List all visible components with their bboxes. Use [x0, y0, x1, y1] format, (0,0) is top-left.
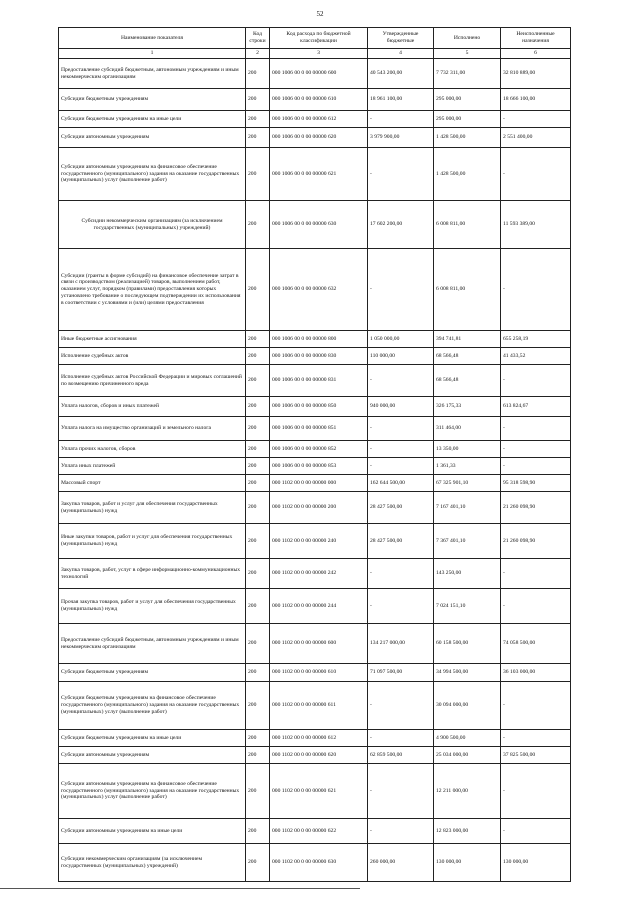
row-executed-value: 130 000,00: [434, 844, 501, 882]
row-executed-value: 311 464,00: [434, 417, 501, 441]
row-unexecuted-value: -: [501, 819, 571, 844]
row-unexecuted-value: 130 000,00: [501, 844, 571, 882]
row-classification-code: 000 1102 00 0 00 00000 620: [270, 747, 368, 764]
row-line-code: 200: [246, 524, 270, 559]
row-executed-value: 7 367 401,10: [434, 524, 501, 559]
table-row: [59, 764, 571, 819]
row-classification-code: 000 1006 00 0 00 00000 610: [270, 89, 368, 111]
row-approved-value: -: [368, 441, 434, 458]
row-classification-code: 000 1102 00 0 00 00000 621: [270, 764, 368, 819]
row-approved-value: 62 859 500,00: [368, 747, 434, 764]
row-line-code: 200: [246, 844, 270, 882]
row-unexecuted-value: -: [501, 441, 571, 458]
row-unexecuted-value: 74 058 500,00: [501, 624, 571, 664]
row-unexecuted-value: -: [501, 249, 571, 331]
row-name: Субсидии автономным учреждениям: [59, 747, 246, 764]
row-line-code: 200: [246, 441, 270, 458]
row-name: Предоставление субсидий бюджетным, автономным учреждениям и иным некоммерческим организациям: [59, 624, 246, 664]
row-approved-value: 18 961 100,00: [368, 89, 434, 111]
header-unexecuted: Неисполненные назначения: [501, 28, 571, 49]
row-executed-value: 67 325 901,10: [434, 475, 501, 492]
row-approved-value: -: [368, 417, 434, 441]
row-name: Субсидии бюджетным учреждениям на иные цели: [59, 111, 246, 128]
table-row: [59, 589, 571, 624]
row-executed-value: 68 566,48: [434, 365, 501, 397]
row-approved-value: -: [368, 249, 434, 331]
row-classification-code: 000 1006 00 0 00 00000 621: [270, 148, 368, 201]
row-approved-value: -: [368, 764, 434, 819]
table-row: [59, 348, 571, 365]
column-number: 1: [59, 49, 246, 59]
header-indicator-name: Наименование показателя: [59, 28, 246, 49]
row-approved-value: 28 427 500,00: [368, 492, 434, 524]
row-approved-value: -: [368, 730, 434, 747]
row-classification-code: 000 1102 00 0 00 00000 610: [270, 664, 368, 682]
row-approved-value: -: [368, 458, 434, 475]
table-row: [59, 458, 571, 475]
row-line-code: 200: [246, 249, 270, 331]
row-executed-value: 68 566,48: [434, 348, 501, 365]
row-unexecuted-value: 21 260 098,90: [501, 492, 571, 524]
row-name: Массовый спорт: [59, 475, 246, 492]
row-classification-code: 000 1006 00 0 00 00000 850: [270, 397, 368, 417]
header-line-code: Код строки: [246, 28, 270, 49]
row-line-code: 200: [246, 682, 270, 730]
row-name: Иные закупки товаров, работ и услуг для обеспечения государственных (муниципальных) нужд: [59, 524, 246, 559]
row-executed-value: 1 361,33: [434, 458, 501, 475]
table-row: [59, 331, 571, 348]
table-row: [59, 365, 571, 397]
row-approved-value: 162 644 500,00: [368, 475, 434, 492]
row-executed-value: 295 000,00: [434, 89, 501, 111]
row-line-code: 200: [246, 348, 270, 365]
row-classification-code: 000 1102 00 0 00 00000 612: [270, 730, 368, 747]
table-row: [59, 397, 571, 417]
row-approved-value: 1 050 000,00: [368, 331, 434, 348]
row-executed-value: 6 008 811,00: [434, 249, 501, 331]
row-approved-value: 40 543 200,00: [368, 59, 434, 89]
row-name: Субсидии бюджетным учреждениям на финансовое обеспечение государственного (муниципального) задания на оказание государственных (муниципальных) услуг (выполнение работ): [59, 682, 246, 730]
row-unexecuted-value: -: [501, 730, 571, 747]
row-unexecuted-value: 18 666 100,00: [501, 89, 571, 111]
row-approved-value: 17 602 200,00: [368, 201, 434, 249]
row-unexecuted-value: 613 824,67: [501, 397, 571, 417]
row-line-code: 200: [246, 624, 270, 664]
row-line-code: 200: [246, 128, 270, 148]
row-classification-code: 000 1006 00 0 00 00000 600: [270, 59, 368, 89]
table-row: [59, 89, 571, 111]
column-number: 4: [368, 49, 434, 59]
row-line-code: 200: [246, 475, 270, 492]
table-row: [59, 148, 571, 201]
row-name: Уплата прочих налогов, сборов: [59, 441, 246, 458]
row-executed-value: 30 094 000,00: [434, 682, 501, 730]
row-unexecuted-value: -: [501, 589, 571, 624]
row-approved-value: 110 000,00: [368, 348, 434, 365]
footer-divider: [0, 888, 360, 889]
table-row: [59, 201, 571, 249]
row-classification-code: 000 1006 00 0 00 00000 612: [270, 111, 368, 128]
row-unexecuted-value: 32 810 889,00: [501, 59, 571, 89]
header-executed: Исполнено: [434, 28, 501, 49]
row-approved-value: 28 427 500,00: [368, 524, 434, 559]
row-classification-code: 000 1006 00 0 00 00000 853: [270, 458, 368, 475]
row-approved-value: -: [368, 111, 434, 128]
row-line-code: 200: [246, 730, 270, 747]
row-unexecuted-value: 36 103 000,00: [501, 664, 571, 682]
row-unexecuted-value: 2 551 400,00: [501, 128, 571, 148]
row-executed-value: 394 741,81: [434, 331, 501, 348]
row-line-code: 200: [246, 89, 270, 111]
column-number: 2: [246, 49, 270, 59]
row-classification-code: 000 1102 00 0 00 00000 611: [270, 682, 368, 730]
row-name: Исполнение судебных актов: [59, 348, 246, 365]
row-unexecuted-value: -: [501, 682, 571, 730]
row-classification-code: 000 1102 00 0 00 00000 242: [270, 559, 368, 589]
row-classification-code: 000 1006 00 0 00 00000 851: [270, 417, 368, 441]
row-name: Субсидии некоммерческим организациям (за исключением государственных (муниципальных) учреждений): [59, 201, 246, 249]
row-approved-value: 134 217 000,00: [368, 624, 434, 664]
row-line-code: 200: [246, 59, 270, 89]
table-row: [59, 475, 571, 492]
table-row: [59, 59, 571, 89]
column-number: 5: [434, 49, 501, 59]
row-name: Исполнение судебных актов Российской Федерации и мировых соглашений по возмещению причиненного вреда: [59, 365, 246, 397]
row-classification-code: 000 1006 00 0 00 00000 620: [270, 128, 368, 148]
table-row: [59, 819, 571, 844]
row-classification-code: 000 1102 00 0 00 00000 622: [270, 819, 368, 844]
table-row: [59, 441, 571, 458]
table-row: [59, 682, 571, 730]
table-row: [59, 730, 571, 747]
row-line-code: 200: [246, 664, 270, 682]
row-unexecuted-value: 11 593 389,00: [501, 201, 571, 249]
row-unexecuted-value: -: [501, 559, 571, 589]
row-approved-value: 940 000,00: [368, 397, 434, 417]
row-name: Уплата налога на имущество организаций и земельного налога: [59, 417, 246, 441]
row-line-code: 200: [246, 819, 270, 844]
budget-execution-table: [58, 27, 571, 882]
row-line-code: 200: [246, 111, 270, 128]
row-executed-value: 60 158 500,00: [434, 624, 501, 664]
row-classification-code: 000 1006 00 0 00 00000 800: [270, 331, 368, 348]
row-name: Субсидии бюджетным учреждениям: [59, 89, 246, 111]
column-number: 6: [501, 49, 571, 59]
row-classification-code: 000 1102 00 0 00 00000 240: [270, 524, 368, 559]
row-approved-value: 3 979 900,00: [368, 128, 434, 148]
row-executed-value: 34 994 500,00: [434, 664, 501, 682]
row-line-code: 200: [246, 417, 270, 441]
row-classification-code: 000 1102 00 0 00 00000 630: [270, 844, 368, 882]
row-unexecuted-value: -: [501, 417, 571, 441]
row-name: Субсидии автономным учреждениям на финансовое обеспечение государственного (муниципального) задания на оказание государственных (муниципальных) услуг (выполнение работ): [59, 148, 246, 201]
row-name: Закупка товаров, работ, услуг в сфере информационно-коммуникационных технологий: [59, 559, 246, 589]
row-approved-value: -: [368, 559, 434, 589]
table-row: [59, 664, 571, 682]
table-row: [59, 524, 571, 559]
row-name: Предоставление субсидий бюджетным, автономным учреждениям и иным некоммерческим организациям: [59, 59, 246, 89]
row-executed-value: 326 175,33: [434, 397, 501, 417]
table-row: [59, 559, 571, 589]
header-approved: Утвержденные бюджетные: [368, 28, 434, 49]
row-classification-code: 000 1006 00 0 00 00000 830: [270, 348, 368, 365]
row-name: Закупка товаров, работ и услуг для обеспечения государственных (муниципальных) нужд: [59, 492, 246, 524]
row-line-code: 200: [246, 747, 270, 764]
row-line-code: 200: [246, 397, 270, 417]
row-classification-code: 000 1102 00 0 00 00000 200: [270, 492, 368, 524]
row-classification-code: 000 1006 00 0 00 00000 852: [270, 441, 368, 458]
row-name: Субсидии автономным учреждениям на иные цели: [59, 819, 246, 844]
row-classification-code: 000 1102 00 0 00 00000 244: [270, 589, 368, 624]
row-line-code: 200: [246, 148, 270, 201]
row-classification-code: 000 1006 00 0 00 00000 831: [270, 365, 368, 397]
row-classification-code: 000 1006 00 0 00 00000 632: [270, 249, 368, 331]
row-line-code: 200: [246, 764, 270, 819]
row-line-code: 200: [246, 201, 270, 249]
row-name: Уплата иных платежей: [59, 458, 246, 475]
row-name: Уплата налогов, сборов и иных платежей: [59, 397, 246, 417]
row-name: Субсидии (гранты в форме субсидий) на финансовое обеспечение затрат в связи с производством (реализацией) товаров, выполнением работ, оказанием услуг, порядком (правилами) предоставления которых установлено требование о последующем подтверждении их использования в соответствии с условиями и (или) целями предоставления: [59, 249, 246, 331]
row-unexecuted-value: 655 258,19: [501, 331, 571, 348]
row-unexecuted-value: -: [501, 111, 571, 128]
row-name: Субсидии некоммерческим организациям (за исключением государственных (муниципальных) учреждений): [59, 844, 246, 882]
row-executed-value: 25 034 000,00: [434, 747, 501, 764]
row-line-code: 200: [246, 331, 270, 348]
row-line-code: 200: [246, 492, 270, 524]
row-name: Субсидии автономным учреждениям на финансовое обеспечение государственного (муниципального) задания на оказание государственных (муниципальных) услуг (выполнение работ): [59, 764, 246, 819]
row-approved-value: 260 000,00: [368, 844, 434, 882]
row-classification-code: 000 1102 00 0 00 00000 600: [270, 624, 368, 664]
row-executed-value: 13 350,00: [434, 441, 501, 458]
row-executed-value: 7 732 311,00: [434, 59, 501, 89]
table-row: [59, 492, 571, 524]
table-row: [59, 111, 571, 128]
row-classification-code: 000 1102 00 0 00 00000 000: [270, 475, 368, 492]
row-executed-value: 6 008 811,00: [434, 201, 501, 249]
row-executed-value: 1 428 500,00: [434, 128, 501, 148]
row-approved-value: -: [368, 819, 434, 844]
row-unexecuted-value: -: [501, 148, 571, 201]
row-executed-value: 12 211 000,00: [434, 764, 501, 819]
row-unexecuted-value: 95 318 598,90: [501, 475, 571, 492]
row-line-code: 200: [246, 559, 270, 589]
row-line-code: 200: [246, 365, 270, 397]
row-executed-value: 12 823 000,00: [434, 819, 501, 844]
table-body: [59, 59, 571, 882]
row-unexecuted-value: -: [501, 764, 571, 819]
table-row: [59, 417, 571, 441]
row-executed-value: 7 024 151,10: [434, 589, 501, 624]
row-executed-value: 4 900 500,00: [434, 730, 501, 747]
row-unexecuted-value: -: [501, 365, 571, 397]
row-name: Субсидии бюджетным учреждениям на иные цели: [59, 730, 246, 747]
table-row: [59, 128, 571, 148]
row-approved-value: -: [368, 148, 434, 201]
row-name: Субсидии бюджетным учреждениям: [59, 664, 246, 682]
table-row: [59, 249, 571, 331]
row-unexecuted-value: -: [501, 458, 571, 475]
row-classification-code: 000 1006 00 0 00 00000 630: [270, 201, 368, 249]
row-executed-value: 7 167 401,10: [434, 492, 501, 524]
row-name: Иные бюджетные ассигнования: [59, 331, 246, 348]
row-approved-value: 71 097 500,00: [368, 664, 434, 682]
row-approved-value: -: [368, 589, 434, 624]
row-executed-value: 1 428 500,00: [434, 148, 501, 201]
row-executed-value: 295 000,00: [434, 111, 501, 128]
row-name: Прочая закупка товаров, работ и услуг для обеспечения государственных (муниципальных) нужд: [59, 589, 246, 624]
header-budget-classification: Код расхода по бюджетной классификации: [270, 28, 368, 49]
row-approved-value: -: [368, 682, 434, 730]
row-unexecuted-value: 41 433,52: [501, 348, 571, 365]
row-line-code: 200: [246, 458, 270, 475]
row-approved-value: -: [368, 365, 434, 397]
row-unexecuted-value: 21 260 098,90: [501, 524, 571, 559]
row-line-code: 200: [246, 589, 270, 624]
row-executed-value: 143 250,00: [434, 559, 501, 589]
column-number: 3: [270, 49, 368, 59]
table-row: [59, 747, 571, 764]
page-number: 52: [316, 10, 324, 18]
row-unexecuted-value: 37 825 500,00: [501, 747, 571, 764]
row-name: Субсидии автономным учреждениям: [59, 128, 246, 148]
table-row: [59, 844, 571, 882]
table-row: [59, 624, 571, 664]
